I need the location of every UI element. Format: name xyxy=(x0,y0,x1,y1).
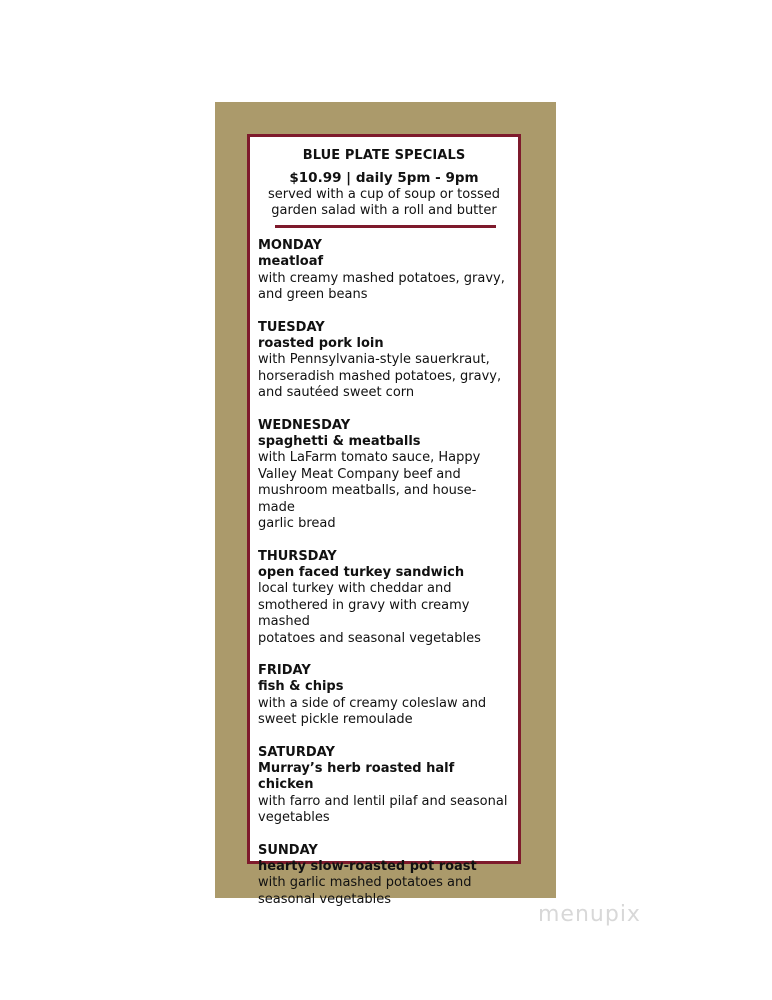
dish-description-line: garlic bread xyxy=(258,516,336,532)
day-name: SATURDAY xyxy=(258,744,335,760)
menu-header xyxy=(250,137,518,219)
dish-description-line: and sautéed sweet corn xyxy=(258,385,415,401)
day-name: WEDNESDAY xyxy=(258,417,351,433)
dish-name: meatloaf xyxy=(258,254,324,270)
dish-description-line: mushroom meatballs, and house-made xyxy=(258,483,477,515)
dish-description-line: with creamy mashed potatoes, gravy, xyxy=(258,270,505,286)
dish-description-line: seasonal vegetables xyxy=(258,891,392,907)
dish-name: fish & chips xyxy=(258,679,344,695)
special-sunday xyxy=(258,843,510,909)
special-wednesday xyxy=(258,418,510,533)
dish-description-line: with Pennsylvania-style sauerkraut, xyxy=(258,352,490,368)
special-tuesday xyxy=(258,320,510,402)
dish-name: roasted pork loin xyxy=(258,336,384,352)
day-name: SUNDAY xyxy=(258,842,318,858)
served-with-line-2: garden salad with a roll and butter xyxy=(271,203,497,218)
dish-description-line: with garlic mashed potatoes and xyxy=(258,875,472,891)
price-hours: $10.99 | daily 5pm - 9pm xyxy=(289,170,479,186)
dish-name: open faced turkey sandwich xyxy=(258,564,465,580)
menupix-watermark: menupix xyxy=(538,902,641,927)
dish-description-line: horseradish mashed potatoes, gravy, xyxy=(258,368,502,384)
dish-description-line: local turkey with cheddar and xyxy=(258,581,452,597)
dish-description-line: vegetables xyxy=(258,810,330,826)
special-friday xyxy=(258,663,510,729)
dish-description-line: sweet pickle remoulade xyxy=(258,712,413,728)
day-name: TUESDAY xyxy=(258,319,325,335)
special-monday xyxy=(258,238,510,304)
dish-description-line: with farro and lentil pilaf and seasonal xyxy=(258,793,508,809)
day-name: THURSDAY xyxy=(258,548,337,564)
menu-title: BLUE PLATE SPECIALS xyxy=(302,148,466,163)
day-name: MONDAY xyxy=(258,238,322,253)
dish-name: Murray’s herb roasted half chicken xyxy=(258,760,455,793)
special-thursday xyxy=(258,549,510,647)
dish-name: spaghetti & meatballs xyxy=(258,434,421,450)
served-with-line-1: served with a cup of soup or tossed xyxy=(267,187,501,202)
menu-card xyxy=(247,134,521,907)
menu-board xyxy=(215,102,556,907)
special-saturday xyxy=(258,745,510,827)
dish-description-line: with LaFarm tomato sauce, Happy xyxy=(258,450,481,466)
day-name: FRIDAY xyxy=(258,662,311,678)
dish-description-line: smothered in gravy with creamy mashed xyxy=(258,597,470,630)
dish-description-line: and green beans xyxy=(258,287,368,303)
dish-description-line: with a side of creamy coleslaw and xyxy=(258,695,487,711)
daily-specials-list xyxy=(250,228,518,908)
dish-description-line: potatoes and seasonal vegetables xyxy=(258,630,481,646)
dish-name: hearty slow-roasted pot roast xyxy=(258,859,477,874)
dish-description-line: Valley Meat Company beef and xyxy=(258,466,461,482)
